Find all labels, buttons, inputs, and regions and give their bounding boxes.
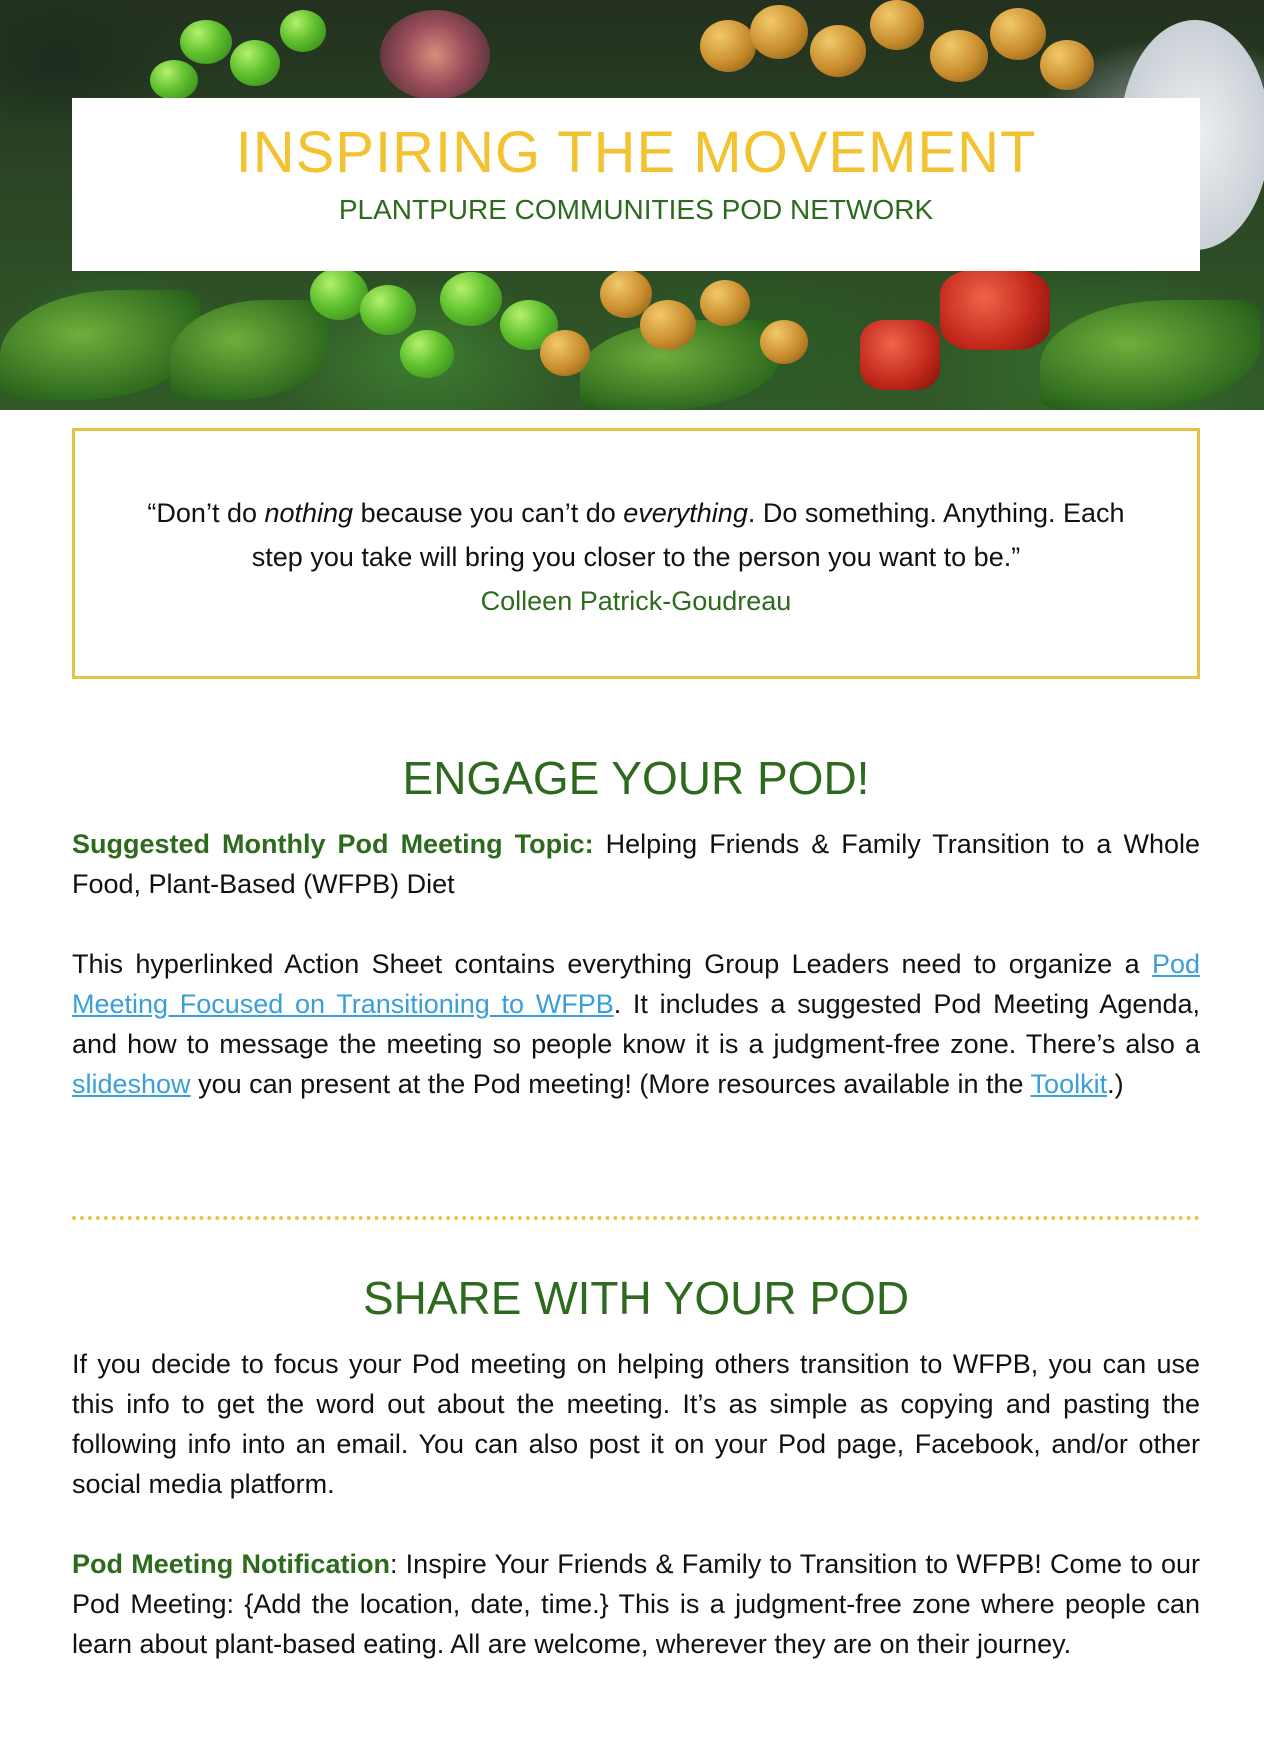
chickpea [540,330,590,376]
chickpea [1040,40,1094,90]
quote-part: “Don’t do [147,498,265,528]
quote-emphasis: nothing [264,498,354,528]
quote-box [72,428,1200,679]
hero-food-photo [0,0,1264,410]
notification-paragraph [72,1544,1200,1664]
chickpea [640,300,696,350]
page-subtitle: PLANTPURE COMMUNITIES POD NETWORK [338,194,934,225]
chickpea [990,8,1046,60]
chickpea [810,25,866,77]
edamame [280,10,326,52]
quote-author: Colleen Patrick-Goudreau [480,586,792,616]
quote-part: . Do something. Anything. Each step you take will bring you closer to the person you want to be.” [251,498,1125,572]
title-card [72,98,1200,271]
chickpea [700,280,750,326]
edamame [230,40,280,86]
slideshow-link[interactable]: slideshow [72,1069,191,1099]
edamame [440,272,502,326]
topic-text: Helping Friends & Family Transition to a Whole Food, Plant-Based (WFPB) Diet [72,829,1200,899]
notification-text: : Inspire Your Friends & Family to Transition to WFPB! Come to our Pod Meeting: {Add the location, date, time.} This is a judgment-free zone where people can learn about plant-based eating. All are welcome, wherever they are on their journey. [72,1549,1200,1659]
engage-action-paragraph [72,944,1200,1104]
edamame [360,285,416,335]
quote-text [135,491,1137,579]
chickpea [700,20,756,72]
edamame [400,330,454,378]
chickpea [750,5,808,59]
quote-part: because you can’t do [353,498,624,528]
share-heading: SHARE WITH YOUR POD [362,1272,910,1324]
quote-emphasis: everything [623,498,748,528]
page-title: INSPIRING THE MOVEMENT [235,120,1037,185]
chickpea [760,320,808,364]
toolkit-link[interactable]: Toolkit [1030,1069,1108,1099]
paragraph-text: you can present at the Pod meeting! (More resources available in the [190,1069,1031,1099]
topic-label: Suggested Monthly Pod Meeting Topic: [72,829,594,859]
tomato [860,320,940,390]
fig [380,10,490,100]
section-divider [72,1216,1200,1220]
chickpea [930,30,988,82]
pod-meeting-link[interactable]: Pod Meeting Focused on Transitioning to WFPB [72,949,1200,1019]
edamame [180,20,232,64]
notification-label: Pod Meeting Notification [72,1549,390,1579]
engage-heading: ENGAGE YOUR POD! [402,752,870,804]
tomato [940,270,1050,350]
chickpea [870,0,924,50]
arugula-leaf [1040,300,1260,410]
engage-topic-paragraph [72,824,1200,904]
paragraph-text: This hyperlinked Action Sheet contains everything Group Leaders need to organize a [72,949,1152,979]
share-intro-paragraph: If you decide to focus your Pod meeting on helping others transition to WFPB, you can use this info to get the word out about the meeting. It’s as simple as copying and pasting the following info into an email. You can also post it on your Pod page, Facebook, and/or other social media platform. [72,1349,1200,1499]
edamame [150,60,198,100]
paragraph-text: . It includes a suggested Pod Meeting Agenda, and how to message the meeting so people know it is a judgment-free zone. There’s also a [72,989,1200,1059]
paragraph-text: .) [1107,1069,1124,1099]
